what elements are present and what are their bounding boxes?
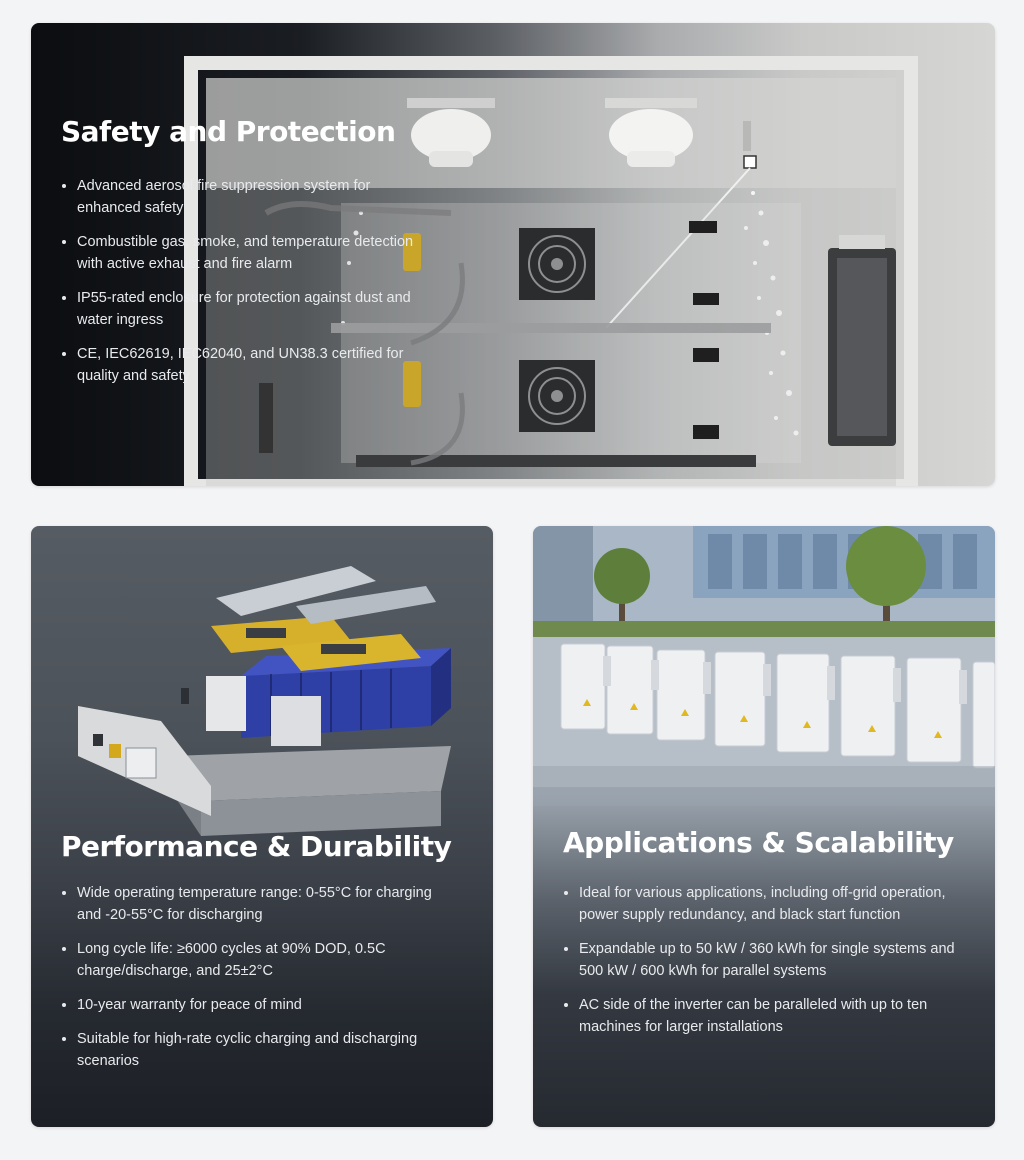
front-panel: [78, 706, 211, 816]
safety-title: Safety and Protection: [61, 115, 396, 148]
list-item: IP55-rated enclosure for protection against dust and water ingress: [61, 287, 431, 331]
list-item: Ideal for various applications, including off-grid operation, power supply redundancy, and black start function: [563, 882, 963, 926]
list-item: Advanced aerosol fire suppression system for enhanced safety: [61, 175, 431, 219]
cooling-fan-lower: [519, 360, 595, 432]
list-item: AC side of the inverter can be paralleled with up to ten machines for larger installations: [563, 994, 963, 1038]
list-item: CE, IEC62619, IEC62040, and UN38.3 certified for quality and safety: [61, 343, 431, 387]
applications-card: [533, 526, 995, 1127]
list-item: Combustible gas, smoke, and temperature detection with active exhaust and fire alarm: [61, 231, 431, 275]
performance-title: Performance & Durability: [61, 830, 452, 863]
safety-feature-list: [61, 175, 431, 399]
list-item: 10-year warranty for peace of mind: [61, 994, 441, 1016]
exhaust-vent: [828, 235, 896, 446]
list-item: Long cycle life: ≥6000 cycles at 90% DOD, 0.5C charge/discharge, and 25±2°C: [61, 938, 441, 982]
list-item: Wide operating temperature range: 0-55°C for charging and -20-55°C for discharging: [61, 882, 441, 926]
performance-card: [31, 526, 493, 1127]
performance-feature-list: [61, 882, 441, 1084]
cooling-fan-upper: [519, 228, 595, 300]
applications-title: Applications & Scalability: [563, 826, 954, 859]
applications-feature-list: [563, 882, 963, 1050]
list-item: Expandable up to 50 kW / 360 kWh for single systems and 500 kW / 600 kWh for parallel systems: [563, 938, 963, 982]
safety-card: [31, 23, 995, 486]
list-item: Suitable for high-rate cyclic charging and discharging scenarios: [61, 1028, 441, 1072]
